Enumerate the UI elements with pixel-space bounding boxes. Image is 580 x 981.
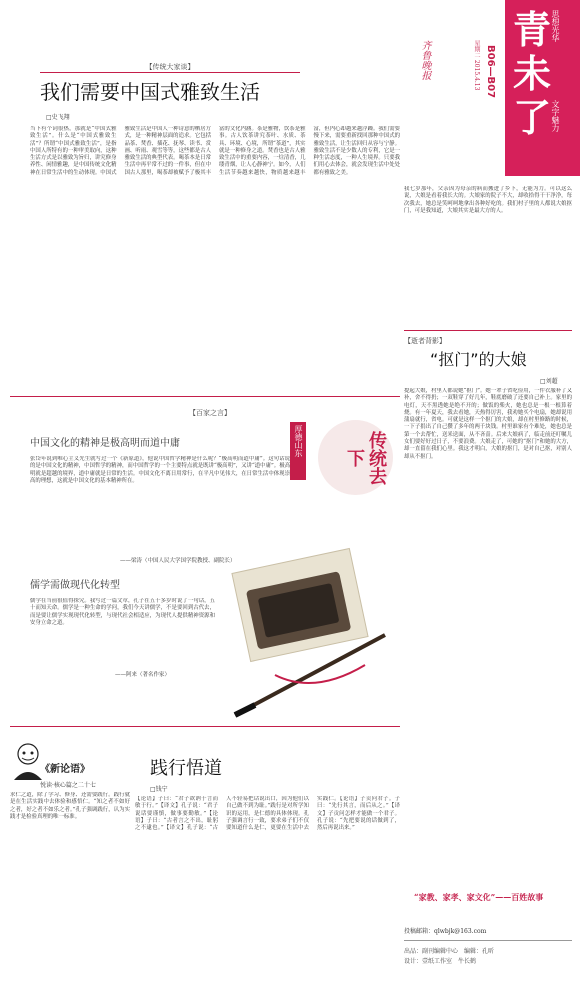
byline-4: □钱宁 [150,786,168,793]
article-4-body: 【论语】子曰：“君子欲讷于言而敏于行。”【译文】孔子说：“君子说话要谨慎，做事要勤敏。”【论语】子曰：“古者言之不出，耻躬之不逮也。”【译文】孔子说：“古人不轻易把话说出口，因为他们以自己做不到为耻。”践行是对所学知识的运用，是仁德的具体体现。孔子强调言行一致，要求弟子们不仅要知道什么是仁，更要在生活中去实践仁。【论语】子贡问君子。子曰：“先行其言，而后从之。”【译文】子贡问怎样才能做一个君子。孔子说：“先把要说的话做到了，然后再说出来。” [135,796,400,832]
column-tag-3: 【逝者背影】 [404,337,446,345]
footer-rule [404,940,572,941]
article-1-body: 当下有个词很热，那就是“中国式雅致生活”。什么是“中国式雅致生活”？所谓“中国式雅致生活”，是指中国人所特有的一种审美取向，这种生活方式是以雅致为旨归，讲究修身养性、闲情雅趣，是中国传统文化精神在日常生活中的生动体现。中国式雅致生活是中国人一种诗意的栖居方式，是一种精神层面的追求。它包括品茶、焚香、插花、抚琴、读书、赏画、听雨、观雪等等，这些都是古人雅致生活的典型代表。喝茶本是日常生活中再平常不过的一件事，但在中国古人那里，喝茶却被赋予了极其丰富的文化内涵。茶是雅物，饮茶是雅事。古人饮茶讲究茶叶、水质、茶具、环境、心境，所谓“茶道”，其实就是一种修身之道。焚香也是古人雅致生活中的重要内容，一炷清香，几缕青烟，让人心静神宁。如今，人们生活节奏越来越快，物质越来越丰富，但内心却越来越浮躁。我们需要慢下来，需要重新找回那种中国式的雅致生活，让生活回归从容与宁静。雅致生活不是少数人的专利，它是一种生活态度，一种人生境界。只要我们用心去体会，就会发现生活中处处都有雅致之美。 [30,126,400,176]
new-analects-sub: 悦读·核心篇之二十七 [40,782,96,789]
masthead-title: 青未了 [513,8,552,140]
byline-1: □史飞翔 [46,114,70,121]
seal-graphic: 传统去下 [318,420,393,495]
column-tag-2: 【百家之言】 [189,409,231,417]
masthead-block [505,0,580,176]
masthead-slogan-b: 文字魅力 [551,100,560,132]
subhead-2: 儒学需做现代化转型 [30,580,120,591]
byline-3: □刘超 [540,378,558,385]
badge: 厚德山东 [290,422,306,480]
page-numbers: B06—B07 [485,45,496,99]
subhead-1: 中国文化的精神是极高明而道中庸 [30,438,180,449]
rule-4 [10,726,400,727]
rule-3 [404,330,572,331]
article-4-left: 求仁之道，除了学习、修身、还需要践行。践行就是在生活实践中去体验和感悟仁。“知之者不如好之者，好之者不如乐之者。”孔子强调践行，认为实践才是检验真理的唯一标准。 [10,792,130,820]
article-1-side: 我七岁那年，父亲因为母亲的病而搬进了乡下，无能为力。可以这么说，大娘是看着我长大的。大娘家的院子不大，却收拾得干干净净，每次我去，她总是笑呵呵地拿出各种好吃的。我们村子里的人都说大娘抠门，可是我知道，大娘其实是最大方的人。 [404,186,572,214]
paper-name: 齐鲁晚报 [419,40,430,80]
footer-line-2: 设计：壹纸工作室 牛长鹤 [404,958,477,965]
footer-line-1: 出品：副刊编辑中心 编辑：孔昕 [404,948,495,955]
article-3-body: 提起大娘，村里人都说她“抠门”。她一辈子省吃俭用，一件衣服补了又补，舍不得扔；一双鞋穿了好几年，鞋底磨破了还要自己补上。家里的电灯，天不黑透她是绝不开的；做饭的柴火，她也总是一根一根算着烧。有一年夏天，我去看她，天热得厉害，我劝她买个电扇，她却说用蒲扇就行，省电。可就是这样一个抠门的大娘，却在村里修路的时候，一下子捐出了自己攒了多年的两千块钱。村里谁家有个难处，她也总是第一个去帮忙，送米送面，从不吝啬。后来大娘病了，临走前还叮嘱儿女们要好好过日子，不要浪费。大娘走了，可她的“抠门”和她的大方，却一直留在我们心里。我这才明白，大娘的抠门，是对自己抠，对别人却从不抠门。 [404,388,572,460]
headline-1: 我们需要中国式雅致生活 [40,80,260,104]
quote-1: 张岱年说到唯心主义先生就写过一个《新原道》，他说中国哲学精神是什么呢？“极高明而道中庸”。这句话说的是中国文化的精神，中国哲学的精神，而中国哲学的一个主要特点就是既讲“极高明”，又讲“道中庸”。极高明就是超越的境界，道中庸就是日常的生活。中国文化不离日用常行，在平凡中见伟大，在日常生活中体现崇高的理想，这就是中国文化的基本精神所在。 [30,456,290,484]
masthead-slogan-a: 思想光华 [551,10,560,42]
column-tag-1: 【传统大家谈】 [145,63,195,71]
inkstone-illustration [215,545,400,725]
quote-2: 儒学在当前很值得探究。我写过一篇文章，孔子在五十多岁时说了一句话，五十而知天命。儒学是一种生命的学问，我们今天讲儒学，不是要回到古代去，而是要让儒学实现现代化转型，与现代社会相适应，为现代人提供精神资源和安身立命之道。 [30,598,215,626]
attribution-1: ——梁涛（中国人民大学国学院教授、副院长） [120,558,236,564]
issue-date: 星期二 2015.4.13 [473,40,480,91]
rule-2 [10,396,400,397]
rule-1 [40,72,300,73]
submit-email: 投稿邮箱：qlwbjk@163.com [404,928,487,935]
series-box: “家教、家孝、家文化”——百姓故事 [414,892,544,902]
headline-3: “抠门”的大娘 [430,350,527,369]
new-analects-label: 《新论语》 [40,764,90,775]
headline-4: 践行悟道 [150,758,222,779]
attribution-2: ——阿来（著名作家） [115,672,171,678]
